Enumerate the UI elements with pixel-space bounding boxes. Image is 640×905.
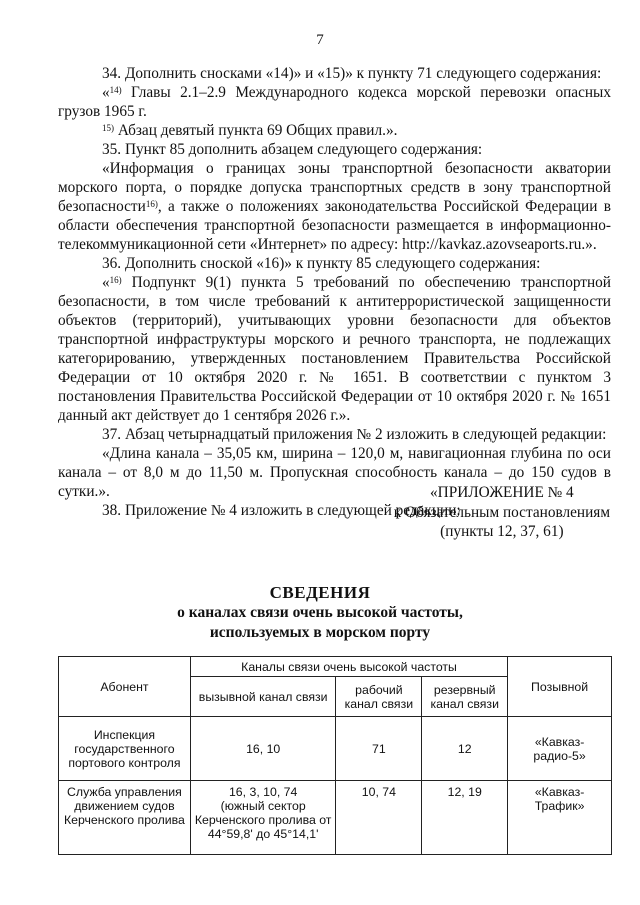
- cell-reserve: 12: [422, 717, 508, 781]
- cell-reserve: 12, 19: [422, 781, 508, 855]
- cell-callsign: «Кавказ-радио-5»: [508, 717, 612, 781]
- cell-work: 10, 74: [336, 781, 422, 855]
- page-number: 7: [316, 32, 324, 48]
- document-title: [0, 583, 640, 643]
- canal-paragraph: «Длина канала – 35,05 км, ширина – 120,0 м, навигационная глубина по оси канала – от 8,0 м до 11,50 м. Пропускная способность канала – до 150 судов в сутки.».: [58, 445, 611, 500]
- info-text-b: , а также о положениях законодательства Российской Федерации в области обеспечения транспортной безопасности размещается в информационно-телекоммуникационной сети «Интернет» по адресу: http://kavkaz.azovseaports.ru.».: [58, 198, 611, 253]
- appendix-line-1: «ПРИЛОЖЕНИЕ № 4: [430, 484, 574, 501]
- paragraph-34: 34. Дополнить сносками «14)» и «15)» к пункту 71 следующего содержания:: [102, 65, 602, 82]
- title-sub-1: о каналах связи очень высокой частоты,: [177, 604, 463, 621]
- cell-callsign: «Кавказ-Трафик»: [508, 781, 612, 855]
- appendix-line-3: (пункты 12, 37, 61): [440, 523, 564, 540]
- cell-work: 71: [336, 717, 422, 781]
- cell-subscriber: Инспекция государственного портового контроля: [59, 717, 191, 781]
- vhf-channels-table: [58, 656, 612, 855]
- footnote-mark: 14): [109, 85, 122, 95]
- footnote-14-text: Главы 2.1–2.9 Международного кодекса морской перевозки опасных грузов 1965 г.: [58, 84, 611, 120]
- header-call-channel: вызывной канал связи: [190, 677, 336, 717]
- cell-call-line-1: 16, 3, 10, 74: [228, 785, 298, 799]
- title-sub-2: используемых в морском порту: [209, 624, 431, 641]
- header-reserve-channel: резервный канал связи: [422, 677, 508, 717]
- footnote-16: «$^{16)}$ Подпункт 9(1) пункта 5 требований по обеспечению транспортной безопасности, в том числе требований к антитеррористической защищенности объектов (территорий), учитывающих уровни безопасности для объектов транспортной инфраструктуры морского и речного транспорта, не подлежащих категорированию, утвержденных постановлением Правительства Российской Федерации от 10 октября 2020 г. № 1651. В соответствии с пунктом 3 постановления Правительства Российской Федерации от 10 октября 2020 г. № 1651 данный акт действует до 1 сентября 2026 г.».: [58, 274, 611, 424]
- paragraph-36: 36. Дополнить сноской «16)» к пункту 85 следующего содержания:: [102, 255, 541, 272]
- info-paragraph: [58, 159, 611, 254]
- table-row: [59, 717, 612, 781]
- footnote-16-text: Подпункт 9(1) пункта 5 требований по обеспечению транспортной безопасности, в том числе требований к антитеррористической защищенности объектов (территорий), учитывающих уровни безопасности для объектов транспортной инфраструктуры морского и речного транспорта, не подлежащих категорированию, утвержденных постановлением Правительства Российской Федерации от 10 октября 2020 г. № 1651. В соответствии с пунктом 3 постановления Правительства Российской Федерации от 10 октября 2020 г. № 1651 данный акт действует до 1 сентября 2026 г.».: [58, 274, 611, 424]
- table-row: [59, 781, 612, 855]
- document-body: [58, 64, 611, 520]
- header-callsign: Позывной: [508, 657, 612, 717]
- paragraph-37: 37. Абзац четырнадцатый приложения № 2 изложить в следующей редакции:: [102, 426, 607, 443]
- footnote-mark: 15): [102, 123, 114, 133]
- cell-call-line-2: (южный сектор Керченского пролива от 44°59,8' до 45°14,1': [194, 799, 332, 841]
- header-work-channel: рабочий канал связи: [336, 677, 422, 717]
- footnote-15-text: Абзац девятый пункта 69 Общих правил.».: [114, 122, 398, 139]
- cell-call: 16, 10: [190, 717, 336, 781]
- paragraph-35: 35. Пункт 85 дополнить абзацем следующего содержания:: [102, 141, 483, 158]
- appendix-header: [394, 483, 610, 542]
- header-subscriber: Абонент: [59, 657, 191, 717]
- info-text-a: «Информация о границах зоны транспортной безопасности акватории морского порта, о порядке допуска транспортных средств в зону транспортной безопасности: [58, 160, 611, 215]
- appendix-line-2: к Обязательным постановлениям: [393, 503, 610, 521]
- table-header-row: [59, 657, 612, 677]
- paragraph-38: 38. Приложение № 4 изложить в следующей редакции:: [102, 502, 461, 519]
- footnote-mark: 16): [109, 275, 122, 285]
- footnote-mark: 16): [145, 199, 158, 209]
- footnote-14: «$^{14)}$ Главы 2.1–2.9 Международного кодекса морской перевозки опасных грузов 1965 г.: [58, 84, 611, 120]
- title-main: СВЕДЕНИЯ: [269, 583, 371, 602]
- cell-subscriber: Служба управления движением судов Керченского пролива: [59, 781, 191, 855]
- footnote-15: [58, 121, 611, 140]
- cell-call: [190, 781, 336, 855]
- header-channel-group: Каналы связи очень высокой частоты: [190, 657, 507, 677]
